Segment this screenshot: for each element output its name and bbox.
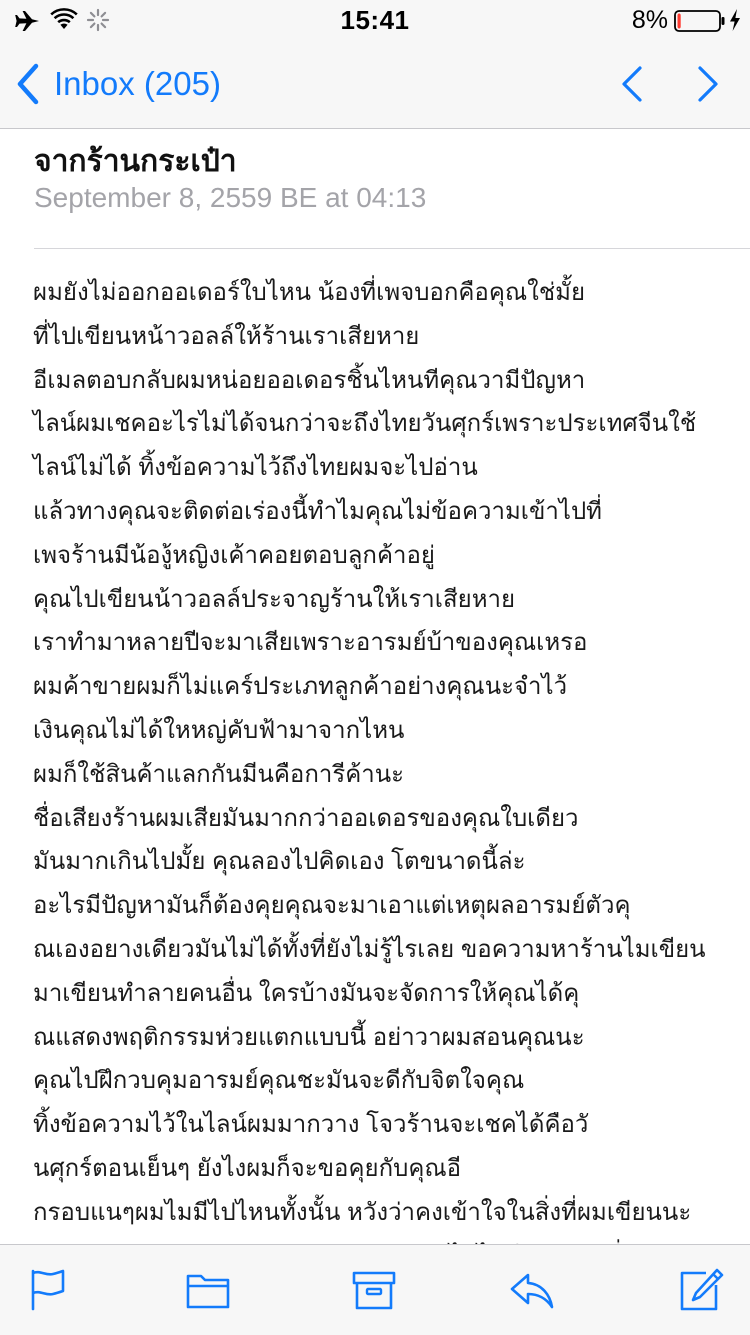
body-line: นศุกร์ตอนเย็นๆ ยังไงผมก็จะขอคุยกับคุณอี	[33, 1154, 462, 1182]
body-line: ณแสดงพฤติกรรมห่วยแตกแบบนี้ อย่าวาผมสอนคุณนะ	[33, 1023, 585, 1051]
body-line: ชื่อเสียงร้านผมเสียมันมากกว่าออเดอรของคุณใบเดียว	[33, 804, 579, 832]
back-button-label: Inbox (205)	[54, 65, 221, 102]
archive-icon[interactable]	[350, 1267, 398, 1313]
previous-message-icon[interactable]	[612, 62, 652, 106]
flag-icon[interactable]	[24, 1267, 72, 1313]
body-line: ผมก็ใช้สินค้าแลกกันมีนคือการีค้านะ	[33, 760, 405, 788]
body-line: เงินคุณไม่ได้ใหหญ่คับฟ้ามาจากไหน	[33, 716, 405, 744]
body-line: ณเองอยางเดียวมันไม่ได้ทั้งที่ยังไม่รู้ไรเลย ขอความหาร้านไมเขียน	[33, 935, 706, 963]
body-line: ทิ้งข้อความไว้ในไลน์ผมมากวาง โจวร้านจะเชคได้คือวั	[33, 1111, 589, 1139]
body-line: มาเขียนทำลายคนอื่น ใครบ้างมันจะจัดการให้คุณได้คุ	[33, 979, 580, 1007]
body-line: คุณไปฝึกวบคุมอารมย์คุณชะมันจะดีกับจิตใจคุณ	[33, 1067, 525, 1095]
body-line: อีเมลตอบกลับผมหน่อยออเดอรชิ้นไหนทีคุณวามีปัญหา	[33, 366, 586, 394]
chevron-left-icon	[12, 62, 44, 106]
charging-bolt-icon	[728, 8, 742, 32]
body-line: เพจร้านมีน้องู้หญิงเค้าคอยตอบลูกค้าอยู่	[33, 541, 435, 569]
body-line: คุณไปเขียนน้าวอลล์ประจาญร้านให้เราเสียหาย	[33, 585, 516, 613]
navigation-bar	[0, 40, 750, 129]
body-line: ไลน์ผมเชคอะไรไม่ได้จนกว่าจะถึงไทยวันศุกร์เพราะประเทศจีนใช้	[33, 410, 697, 438]
body-line: กรอบแนๆผมไมมีไปไหนทั้งนั้น หวังว่าคงเข้าใจในสิ่งที่ผมเขียนนะ	[33, 1198, 692, 1226]
battery-percentage: 8%	[631, 6, 668, 34]
reply-icon[interactable]	[508, 1267, 556, 1313]
body-line: มันมากเกินไปมั้ย คุณลองไปคิดเอง โตขนาดนี้ล่ะ	[33, 848, 526, 876]
body-line: แล้วทางคุณจะติดต่อเร่องนี้ทำไมคุณไม่ข้อความเข้าไปที่	[33, 497, 603, 525]
compose-icon[interactable]	[676, 1267, 724, 1313]
body-line: ที่ไปเขียนหน้าวอลล์ให้ร้านเราเสียหาย	[33, 322, 420, 350]
header-divider	[34, 248, 750, 249]
body-line: ผมค้าขายผมก็ไม่แคร์ประเภทลูกค้าอย่างคุณนะจำไว้	[33, 673, 568, 701]
message-date: September 8, 2559 BE at 04:13	[34, 182, 427, 213]
body-line: เราทำมาหลายปีจะมาเสียเพราะอารมย์บ้าของคุณเหรอ	[33, 629, 588, 657]
message-body[interactable]	[33, 271, 733, 1245]
body-line: ไลน์ไม่ได้ ทิ้งข้อความไว้ถึงไทยผมจะไปอ่าน	[33, 454, 478, 482]
bottom-toolbar	[0, 1244, 750, 1335]
battery-icon	[674, 10, 726, 32]
body-line: อะไรมีปัญหามันก็ต้องคุยคุณจะมาเอาแต่เหตุผลอารมย์ตัวคุ	[33, 892, 631, 920]
body-line: ผมยังไม่ออกออเดอร์ใบไหน น้องที่เพจบอกคือคุณใช่มั้ย	[33, 279, 586, 306]
status-bar	[0, 0, 750, 40]
next-message-icon[interactable]	[688, 62, 728, 106]
status-time: 15:41	[340, 5, 410, 35]
back-to-inbox-button[interactable]	[12, 60, 221, 108]
message-subject: จากร้านกระเป๋า	[34, 145, 237, 178]
folder-icon[interactable]	[184, 1267, 232, 1313]
